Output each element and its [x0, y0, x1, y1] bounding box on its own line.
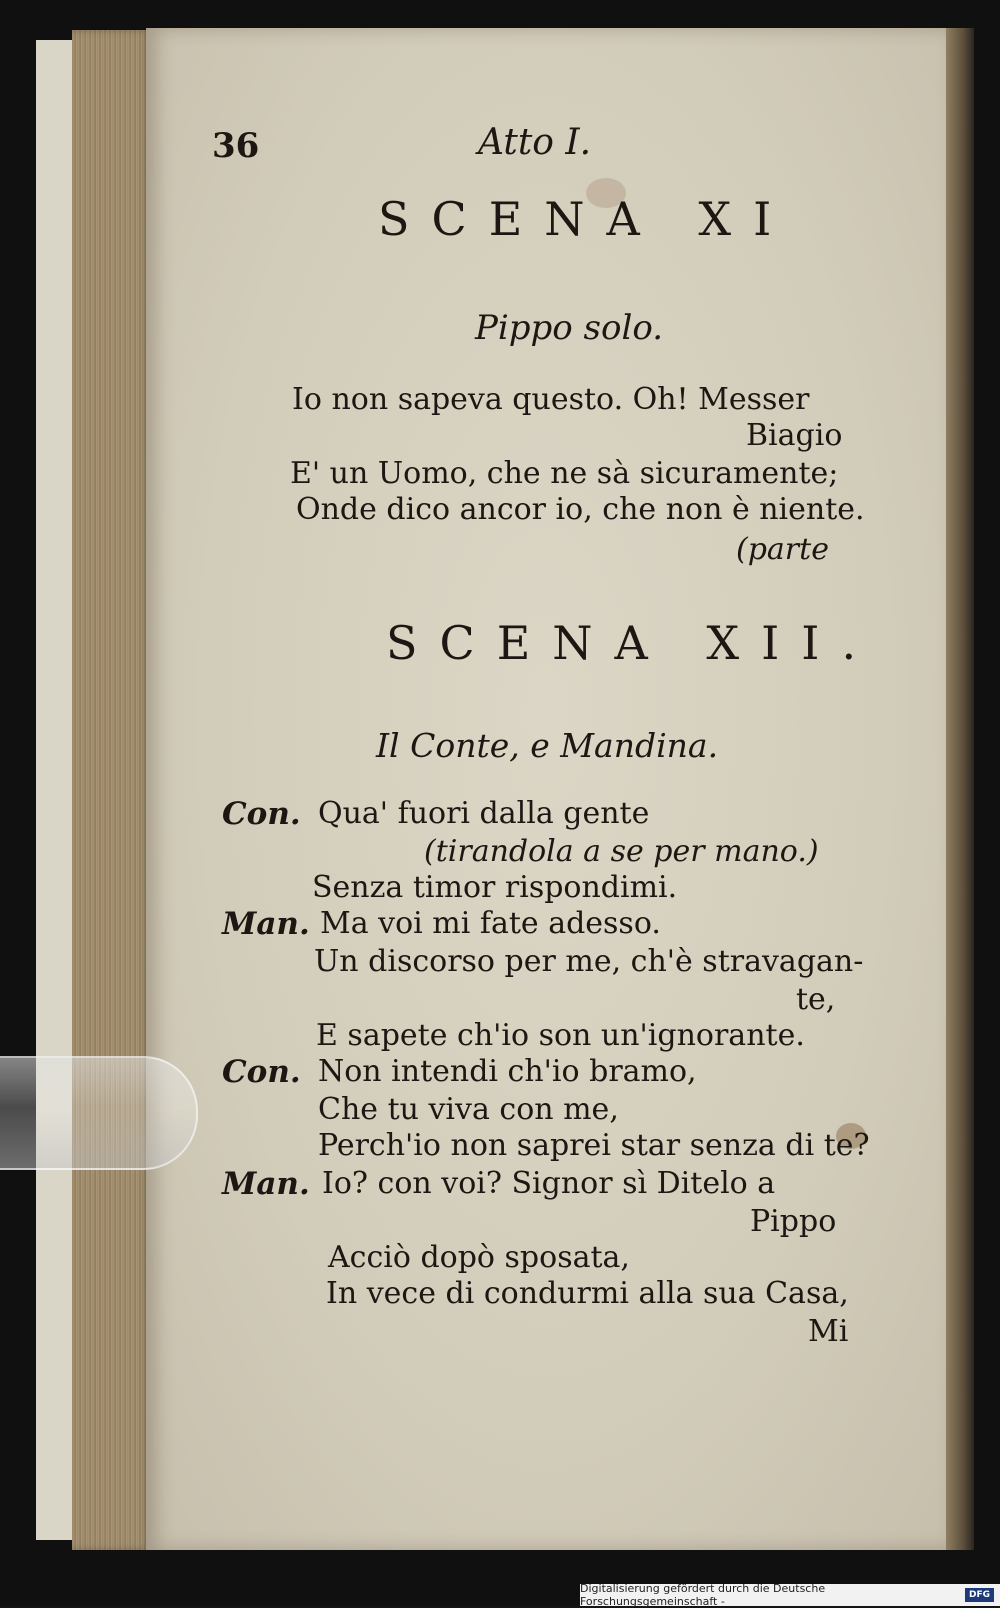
glass-clip [0, 1056, 198, 1170]
speaker-label: Con. [222, 796, 301, 832]
speaker-label: Man. [222, 1166, 310, 1202]
scene-title: SCENA XI [378, 192, 794, 246]
verse-line: Acciò dopò sposata, [328, 1240, 630, 1275]
verse-line: Pippo [750, 1204, 837, 1239]
stage-direction: (tirandola a se per mano.) [424, 834, 819, 869]
verse-line: Ma voi mi fate adesso. [320, 906, 661, 941]
speaker-label: Con. [222, 1054, 301, 1090]
stage-direction: (parte [736, 532, 829, 567]
verse-line: Io? con voi? Signor sì Ditelo a [322, 1166, 776, 1201]
book-right-edge [946, 28, 974, 1550]
footer-credit [580, 1584, 1000, 1606]
book-page-edges [72, 30, 152, 1550]
verse-line: Onde dico ancor io, che non è niente. [296, 492, 865, 527]
page-number: 36 [212, 126, 260, 166]
footer-text: Digitalisierung gefördert durch die Deutsche Forschungsgemeinschaft - [580, 1582, 826, 1608]
verse-line: te, [796, 982, 836, 1017]
verse-line: Senza timor rispondimi. [312, 870, 678, 905]
verse-line: E sapete ch'io son un'ignorante. [316, 1018, 805, 1053]
running-head: Atto I. [478, 122, 592, 163]
verse-line: Perch'io non saprei star senza di te? [318, 1128, 870, 1163]
verse-line: Che tu viva con me, [318, 1092, 619, 1127]
verse-line: Io non sapeva questo. Oh! Messer [292, 382, 810, 417]
verse-line: Biagio [746, 418, 843, 453]
scene-characters: Pippo solo. [475, 308, 664, 348]
verse-line: In vece di condurmi alla sua Casa, [326, 1276, 849, 1311]
verse-line: Un discorso per me, ch'è stravagan- [314, 944, 864, 979]
verse-line: Non intendi ch'io bramo, [318, 1054, 697, 1089]
verse-line: Qua' fuori dalla gente [318, 796, 650, 831]
dfg-logo: DFG [965, 1588, 994, 1602]
speaker-label: Man. [222, 906, 310, 942]
scene-title: SCENA XII. [386, 616, 879, 670]
verse-line: E' un Uomo, che ne sà sicuramente; [290, 456, 839, 491]
scene-characters: Il Conte, e Mandina. [376, 726, 719, 765]
catchword: Mi [808, 1314, 849, 1349]
